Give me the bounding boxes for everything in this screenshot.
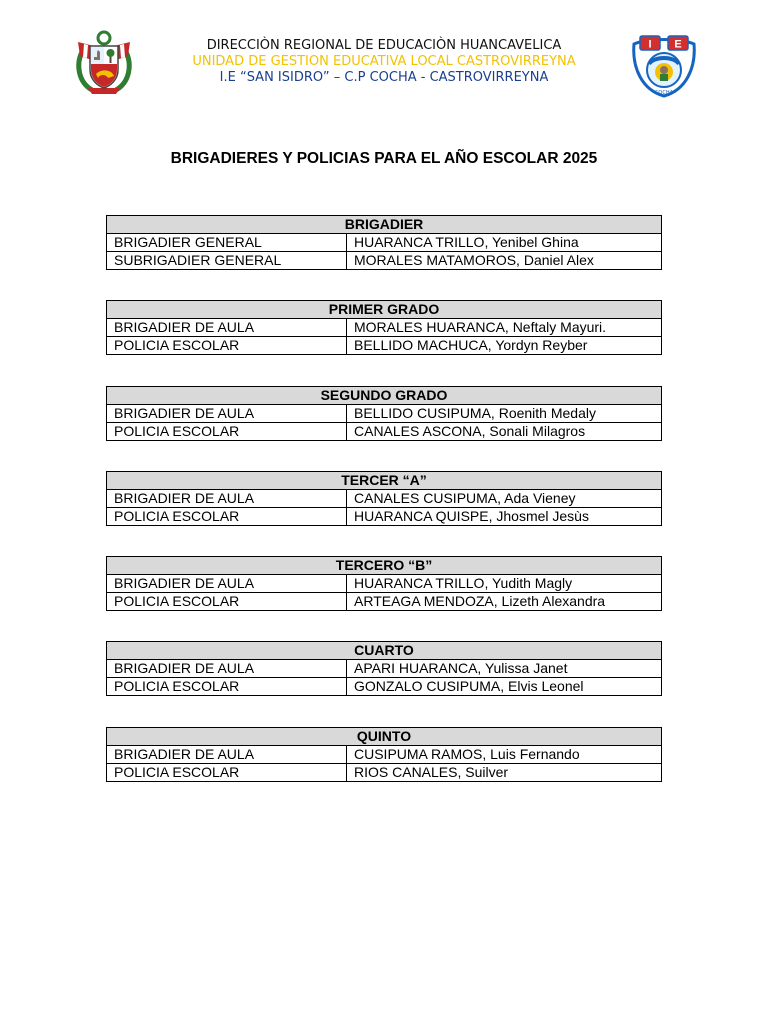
role-cell: POLICIA ESCOLAR — [107, 764, 347, 782]
group-heading: SEGUNDO GRADO — [107, 387, 662, 405]
table-row — [107, 337, 662, 355]
student-name-cell: HUARANCA QUISPE, Jhosmel Jesùs — [347, 508, 662, 526]
role-cell: BRIGADIER DE AULA — [107, 319, 347, 337]
header-line-ugel: UNIDAD DE GESTION EDUCATIVA LOCAL CASTROVIRREYNA — [192, 54, 576, 69]
role-cell: SUBRIGADIER GENERAL — [107, 252, 347, 270]
student-name-cell: MORALES MATAMOROS, Daniel Alex — [347, 252, 662, 270]
student-name-cell: BELLIDO CUSIPUMA, Roenith Medaly — [347, 405, 662, 423]
table-row — [107, 234, 662, 252]
header-line-school: I.E “SAN ISIDRO” – C.P COCHA - CASTROVIRREYNA — [219, 70, 549, 85]
role-cell: POLICIA ESCOLAR — [107, 337, 347, 355]
role-cell: BRIGADIER DE AULA — [107, 575, 347, 593]
role-cell: POLICIA ESCOLAR — [107, 678, 347, 696]
group-table-cuarto — [106, 641, 662, 696]
group-heading: CUARTO — [107, 642, 662, 660]
role-cell: POLICIA ESCOLAR — [107, 593, 347, 611]
student-name-cell: HUARANCA TRILLO, Yudith Magly — [347, 575, 662, 593]
table-row — [107, 252, 662, 270]
group-table-segundo-grado — [106, 386, 662, 441]
table-row — [107, 678, 662, 696]
table-row — [107, 405, 662, 423]
table-row — [107, 660, 662, 678]
student-name-cell: ARTEAGA MENDOZA, Lizeth Alexandra — [347, 593, 662, 611]
student-name-cell: CANALES CUSIPUMA, Ada Vieney — [347, 490, 662, 508]
role-cell: POLICIA ESCOLAR — [107, 423, 347, 441]
student-name-cell: RIOS CANALES, Suilver — [347, 764, 662, 782]
institution-header — [0, 38, 768, 86]
group-heading: QUINTO — [107, 728, 662, 746]
logo-subtext: COCHA — [654, 90, 674, 96]
student-name-cell: GONZALO CUSIPUMA, Elvis Leonel — [347, 678, 662, 696]
student-name-cell: BELLIDO MACHUCA, Yordyn Reyber — [347, 337, 662, 355]
group-heading: BRIGADIER — [107, 216, 662, 234]
table-row — [107, 423, 662, 441]
group-table-quinto — [106, 727, 662, 782]
logo-letter-i: I — [648, 38, 652, 51]
group-table-tercero-b — [106, 556, 662, 611]
student-name-cell: CANALES ASCONA, Sonali Milagros — [347, 423, 662, 441]
student-name-cell: MORALES HUARANCA, Neftaly Mayuri. — [347, 319, 662, 337]
logo-letter-e: E — [674, 38, 682, 51]
group-table-primer-grado — [106, 300, 662, 355]
group-heading: TERCER “A” — [107, 472, 662, 490]
role-cell: BRIGADIER GENERAL — [107, 234, 347, 252]
role-cell: BRIGADIER DE AULA — [107, 660, 347, 678]
group-heading: TERCERO “B” — [107, 557, 662, 575]
document-title: BRIGADIERES Y POLICIAS PARA EL AÑO ESCOLAR 2025 — [170, 150, 598, 167]
role-cell: POLICIA ESCOLAR — [107, 508, 347, 526]
table-row — [107, 508, 662, 526]
table-row — [107, 593, 662, 611]
table-row — [107, 746, 662, 764]
student-name-cell: HUARANCA TRILLO, Yenibel Ghina — [347, 234, 662, 252]
group-heading: PRIMER GRADO — [107, 301, 662, 319]
group-table-brigadier — [106, 215, 662, 270]
student-name-cell: CUSIPUMA RAMOS, Luis Fernando — [347, 746, 662, 764]
table-row — [107, 490, 662, 508]
header-line-regional: DIRECCIÒN REGIONAL DE EDUCACIÒN HUANCAVELICA — [206, 38, 562, 53]
table-row — [107, 575, 662, 593]
role-cell: BRIGADIER DE AULA — [107, 746, 347, 764]
table-row — [107, 319, 662, 337]
table-row — [107, 764, 662, 782]
group-table-tercer-a — [106, 471, 662, 526]
student-name-cell: APARI HUARANCA, Yulissa Janet — [347, 660, 662, 678]
role-cell: BRIGADIER DE AULA — [107, 490, 347, 508]
role-cell: BRIGADIER DE AULA — [107, 405, 347, 423]
